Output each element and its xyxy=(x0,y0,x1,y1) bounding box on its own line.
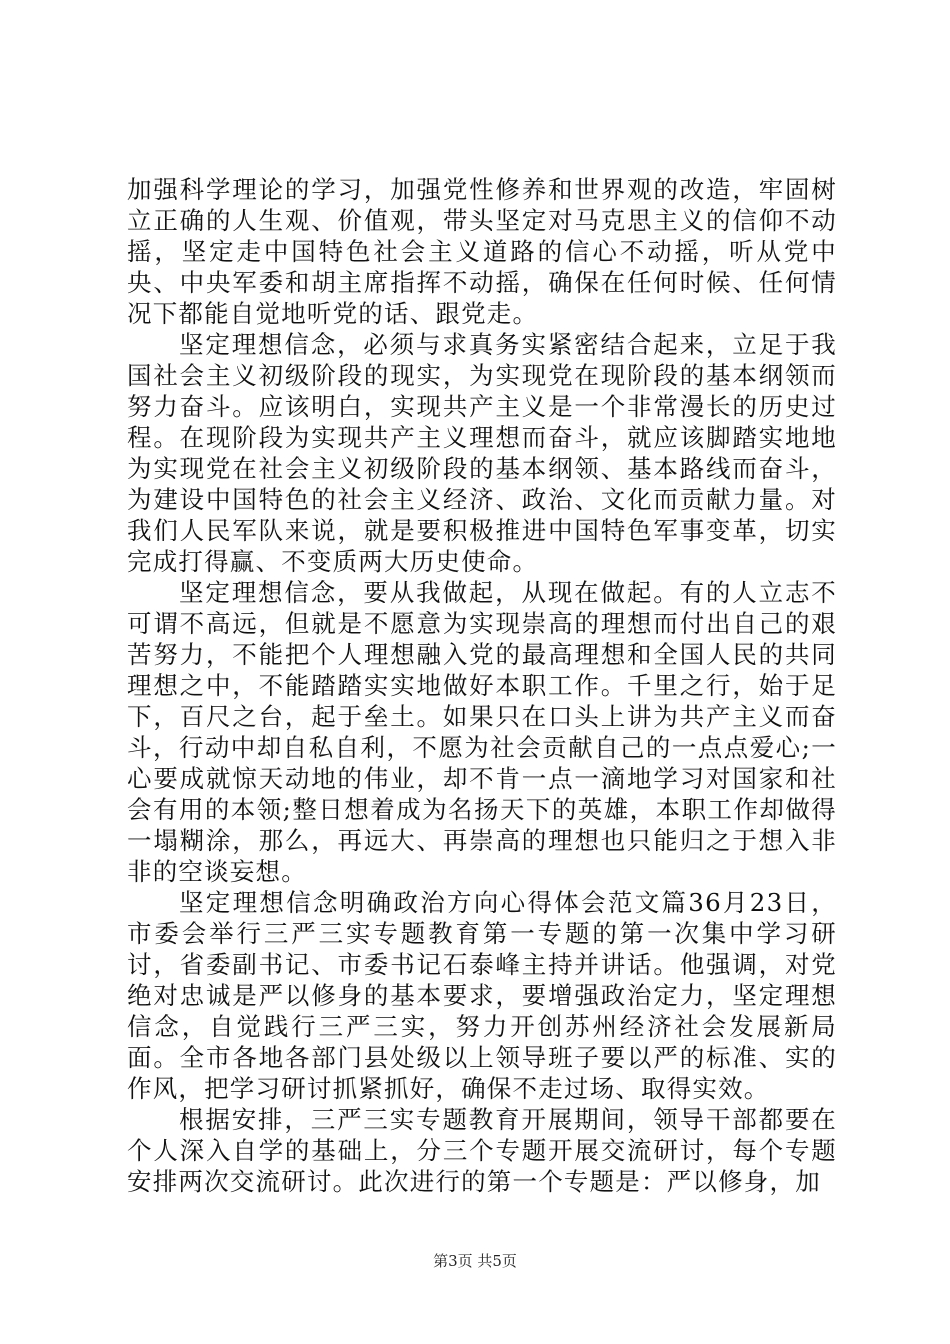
paragraph-3: 坚定理想信念，要从我做起，从现在做起。有的人立志不可谓不高远，但就是不愿意为实现崇高的理想而付出自己的艰苦努力，不能把个人理想融入党的最高理想和全国人民的共同理想之中，不能踏踏实实地做好本职工作。千里之行，始于足下，百尺之台，起于垒土。如果只在口头上讲为共产主义而奋斗，行动中却自私自利，不愿为社会贡献自己的一点点爱心;一心要成就惊天动地的伟业，却不肯一点一滴地学习对国家和社会有用的本领;整日想着成为名扬天下的英雄，本职工作却做得一塌糊涂，那么，再远大、再崇高的理想也只能归之于想入非非的空谈妄想。 xyxy=(127,578,837,886)
paragraph-1: 加强科学理论的学习，加强党性修养和世界观的改造，牢固树立正确的人生观、价值观，带头坚定对马克思主义的信仰不动摇，坚定走中国特色社会主义道路的信心不动摇，听从党中央、中央军委和胡主席指挥不动摇，确保在任何时候、任何情况下都能自觉地听党的话、跟党走。 xyxy=(127,175,837,328)
document-body xyxy=(127,174,837,1197)
paragraph-4: 坚定理想信念明确政治方向心得体会范文篇36月23日，市委会举行三严三实专题教育第一专题的第一次集中学习研讨，省委副书记、市委书记石泰峰主持并讲话。他强调，对党绝对忠诚是严以修身的基本要求，要增强政治定力，坚定理想信念，自觉践行三严三实，努力开创苏州经济社会发展新局面。全市各地各部门县处级以上领导班子要以严的标准、实的作风，把学习研讨抓紧抓好，确保不走过场、取得实效。 xyxy=(127,888,837,1103)
page-number-footer: 第3页 共5页 xyxy=(433,1252,517,1270)
paragraph-2: 坚定理想信念，必须与求真务实紧密结合起来，立足于我国社会主义初级阶段的现实，为实现党在现阶段的基本纲领而努力奋斗。应该明白，实现共产主义是一个非常漫长的历史过程。在现阶段为实现共产主义理想而奋斗，就应该脚踏实地地为实现党在社会主义初级阶段的基本纲领、基本路线而奋斗，为建设中国特色的社会主义经济、政治、文化而贡献力量。对我们人民军队来说，就是要积极推进中国特色军事变革，切实完成打得赢、不变质两大历史使命。 xyxy=(127,330,837,576)
paragraph-5: 根据安排，三严三实专题教育开展期间，领导干部都要在个人深入自学的基础上，分三个专题开展交流研讨，每个专题安排两次交流研讨。此次进行的第一个专题是：严以修身，加 xyxy=(127,1105,837,1196)
